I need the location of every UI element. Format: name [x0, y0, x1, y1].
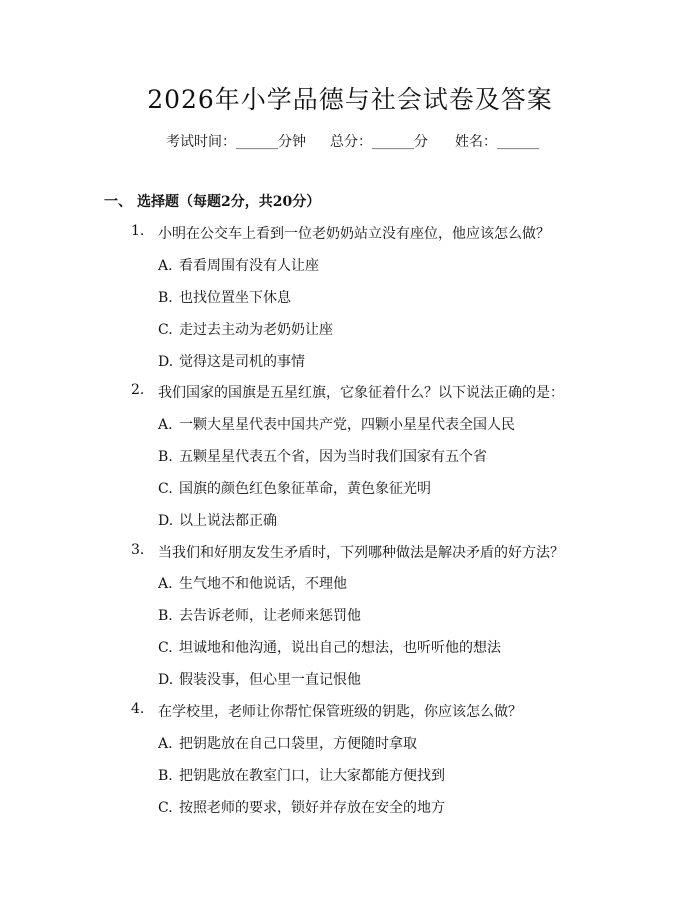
option-letter: D.	[158, 672, 174, 688]
option-text: 觉得这是司机的事情	[179, 354, 305, 370]
answer-option	[158, 351, 305, 371]
option-text: 一颗大星星代表中国共产党，四颗小星星代表全国人民	[179, 417, 515, 433]
answer-option	[158, 287, 291, 307]
option-letter: C.	[158, 322, 173, 338]
question-text: 我们国家的国旗是五星红旗，它象征着什么？以下说法正确的是：	[158, 385, 564, 401]
question-number: 1.	[131, 223, 145, 239]
answer-option	[158, 797, 445, 817]
question-number: 4.	[131, 701, 145, 717]
option-text: 假装没事，但心里一直记恨他	[179, 672, 361, 688]
option-letter: A.	[158, 736, 173, 752]
option-letter: D.	[158, 354, 174, 370]
question-number: 2.	[131, 382, 145, 398]
option-text: 也找位置坐下休息	[179, 290, 291, 306]
page-title: 2026年小学品德与社会试卷及答案	[147, 85, 553, 114]
section-number: 一、	[104, 194, 132, 210]
option-letter: A.	[158, 576, 173, 592]
question-text: 在学校里，老师让你帮忙保管班级的钥匙，你应该怎么做？	[158, 704, 522, 720]
answer-option	[158, 637, 501, 657]
answer-option	[158, 446, 487, 466]
option-text: 走过去主动为老奶奶让座	[179, 322, 333, 338]
answer-option	[158, 733, 417, 753]
exam-time-field: 考试时间：______分钟	[166, 134, 306, 150]
option-text: 把钥匙放在教室门口，让大家都能方便找到	[179, 768, 445, 784]
answer-option	[158, 669, 361, 689]
student-name-field: 姓名：______	[455, 134, 539, 150]
option-text: 五颗星星代表五个省，因为当时我们国家有五个省	[179, 449, 487, 465]
option-text: 国旗的颜色红色象征革命，黄色象征光明	[179, 481, 431, 497]
option-text: 把钥匙放在自己口袋里，方便随时拿取	[179, 736, 417, 752]
answer-option	[158, 573, 347, 593]
answer-option	[158, 478, 431, 498]
option-letter: B.	[158, 768, 173, 784]
answer-option	[158, 765, 445, 785]
option-text: 以上说法都正确	[179, 513, 277, 529]
answer-option	[158, 414, 515, 434]
option-text: 去告诉老师，让老师来惩罚他	[179, 608, 361, 624]
option-letter: C.	[158, 481, 173, 497]
total-score-field: 总分：______分	[330, 134, 428, 150]
option-letter: A.	[158, 417, 173, 433]
option-text: 坦诚地和他沟通，说出自己的想法，也听听他的想法	[179, 640, 501, 656]
section-heading	[104, 191, 320, 211]
option-text: 按照老师的要求，锁好并存放在安全的地方	[179, 800, 445, 816]
answer-option	[158, 319, 333, 339]
section-title: 选择题（每题2分，共20分）	[137, 194, 321, 210]
answer-option	[158, 510, 277, 530]
question-text: 小明在公交车上看到一位老奶奶站立没有座位，他应该怎么做？	[158, 226, 550, 242]
option-letter: C.	[158, 640, 173, 656]
option-letter: A.	[158, 258, 173, 274]
question-text: 当我们和好朋友发生矛盾时，下列哪种做法是解决矛盾的好方法？	[158, 545, 564, 561]
option-text: 看看周围有没有人让座	[179, 258, 319, 274]
answer-option	[158, 605, 361, 625]
question-number: 3.	[131, 542, 145, 558]
answer-option	[158, 255, 319, 275]
option-letter: B.	[158, 290, 173, 306]
option-letter: C.	[158, 800, 173, 816]
option-letter: B.	[158, 449, 173, 465]
option-text: 生气地不和他说话，不理他	[179, 576, 347, 592]
option-letter: B.	[158, 608, 173, 624]
option-letter: D.	[158, 513, 174, 529]
